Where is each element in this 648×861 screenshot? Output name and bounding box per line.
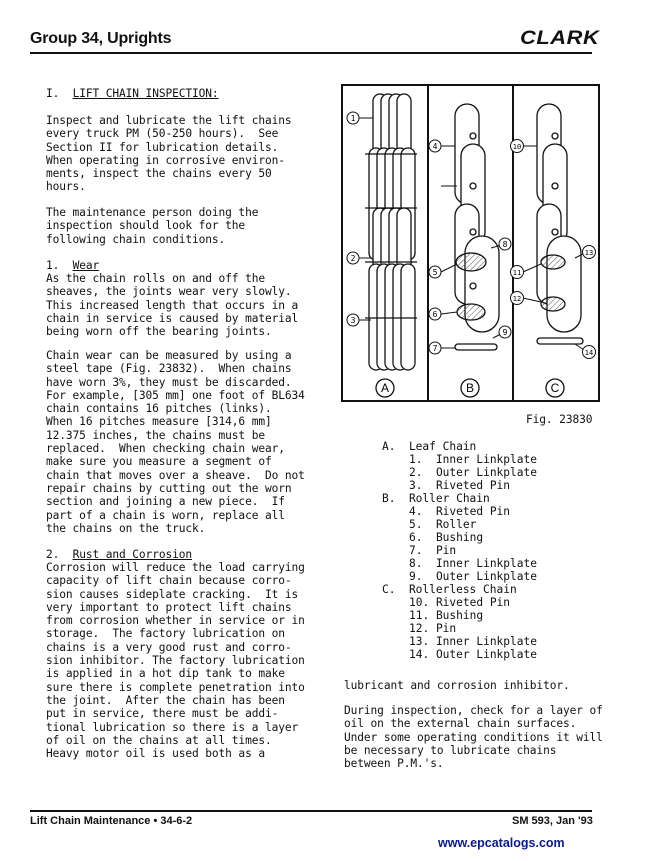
legend-item: 11. Bushing [409,609,484,622]
svg-text:A: A [380,381,390,395]
paragraph-wear [46,272,298,338]
text-line: inspection should look for the [46,219,246,233]
svg-text:8: 8 [502,240,508,249]
text-line: have worn 3%, they must be discarded. [46,375,292,389]
section-heading [46,87,219,100]
text-line: tional lubrication so there is a layer [46,720,299,734]
legend-item: B. Roller Chain [382,492,490,505]
callout-4 [429,140,441,152]
section-title: LIFT CHAIN INSPECTION: [72,87,219,100]
panel-label-c [546,379,564,397]
text-line: being worn off the bearing joints. [46,325,272,339]
legend-item: 13. Inner Linkplate [409,635,537,648]
legend-item: 5. Roller [409,518,477,531]
text-line: As the chain rolls on and off the [46,272,265,285]
callout-6 [429,308,441,320]
paragraph-corrosion [46,561,305,760]
text-line: part of a chain is worn, replace all [46,508,285,522]
legend-item: 12. Pin [409,622,457,635]
text-line: every truck PM (50-250 hours). See [46,127,279,141]
header-rule [30,52,592,54]
callout-13 [583,246,596,259]
text-line: replaced. When checking chain wear, [46,442,285,456]
callout-12 [511,292,524,305]
roller-chain-drawing [455,104,499,350]
text-line: chain contains 16 pitches (links). [46,402,272,416]
text-line: sion inhibitor. The factory lubrication [46,654,305,668]
callout-11 [511,266,524,279]
text-line: make sure you measure a segment of [46,455,272,469]
text-line: Corrosion will reduce the load carrying [46,561,305,574]
svg-text:2: 2 [350,254,356,263]
page-header-title: Group 34, Uprights [30,30,172,47]
text-line: oil on the external chain surfaces. [344,717,577,731]
panel-labels [376,379,564,397]
text-line: The maintenance person doing the [46,206,259,219]
svg-text:9: 9 [502,328,508,337]
figure-legend [382,440,537,661]
text-line: Chain wear can be measured by using a [46,349,292,362]
callout-8 [499,238,511,250]
text-line: be necessary to lubricate chains [344,743,557,757]
legend-item: A. Leaf Chain [382,440,477,453]
callout-7 [429,342,441,354]
svg-text:12: 12 [512,295,522,303]
subheading-rust: 2. Rust and Corrosion [46,548,193,561]
legend-item: 9. Outer Linkplate [409,570,537,583]
text-line: from corrosion whether in service or in [46,614,305,628]
text-line: Heavy motor oil is used both as a [46,747,265,761]
panel-label-b [461,379,479,397]
text-line: very important to protect lift chains [46,600,292,614]
text-line: chain that moves over a sheave. Do not [46,468,305,482]
text-line: When operating in corrosive environ- [46,153,285,167]
leaf-chain-drawing [365,94,417,370]
svg-text:B: B [465,381,475,395]
text-line: the chains on the truck. [46,521,206,535]
callout-1 [347,112,359,124]
rollerless-chain-drawing [537,104,583,344]
text-line: hours. [46,180,86,194]
text-line: put in service, there must be addi- [46,707,279,721]
text-line: For example, [305 mm] one foot of BL634 [46,388,305,402]
website-link[interactable]: www.epcatalogs.com [438,836,565,850]
text-line: Inspect and lubricate the lift chains [46,114,292,127]
text-line: storage. The factory lubrication on [46,627,285,641]
text-line: of oil on the chains at all times. [46,733,272,747]
text-line: During inspection, check for a layer of [344,704,603,717]
legend-item: 4. Riveted Pin [409,505,511,518]
text-line: following chain conditions. [46,232,226,246]
callout-2 [347,252,359,264]
legend-item: 10. Riveted Pin [409,596,511,609]
text-line: the joint. After the chain has been [46,693,285,707]
legend-item: 14. Outer Linkplate [409,648,537,661]
footer-manual-id: SM 593, Jan '93 [512,815,593,827]
svg-text:1: 1 [350,114,356,123]
text-line: chain in service is caused by material [46,311,299,325]
callout-14 [583,346,596,359]
footer-section: Lift Chain Maintenance • 34-6-2 [30,815,193,827]
text-line: steel tape (Fig. 23832). When chains [46,362,292,376]
svg-text:5: 5 [432,268,438,277]
text-line: 12.375 inches, the chains must be [46,428,265,442]
legend-item: 7. Pin [409,544,457,557]
text-line: This increased length that occurs in a [46,298,299,312]
legend-item: 2. Outer Linkplate [409,466,537,479]
text-line: section and joining a new piece. If [46,495,285,509]
svg-text:3: 3 [350,316,356,325]
text-line: is applied in a hot dip tank to make [46,667,285,681]
panel-label-a [376,379,394,397]
svg-text:13: 13 [584,249,594,257]
section-number: I. [46,87,60,100]
legend-item: 1. Inner Linkplate [409,453,537,466]
paragraph-intro [46,114,292,194]
text-line: between P.M.'s. [344,757,444,771]
callout-3 [347,314,359,326]
text-line: chains is a very good rust and corro- [46,640,292,654]
text-line: sure there is complete penetration into [46,680,305,694]
paragraph-lubricant: lubricant and corrosion inhibitor. [344,679,570,692]
callout-9 [499,326,511,338]
paragraph-during-inspection [344,704,603,770]
svg-text:6: 6 [432,310,438,319]
text-line: Under some operating conditions it will [344,730,603,744]
legend-item: 6. Bushing [409,531,484,544]
chain-illustration [343,86,598,400]
paragraph-inspection [46,206,258,246]
brand-logo: CLARK [520,28,600,49]
footer-rule [30,810,592,812]
legend-item: C. Rollerless Chain [382,583,517,596]
text-line: capacity of lift chain because corro- [46,574,292,588]
svg-text:C: C [550,381,560,395]
text-line: sheaves, the joints wear very slowly. [46,285,292,299]
svg-text:11: 11 [512,269,522,277]
svg-text:7: 7 [432,344,438,353]
svg-text:4: 4 [432,142,438,151]
legend-item: 3. Riveted Pin [409,479,511,492]
figure-caption: Fig. 23830 [526,413,593,426]
text-line: Section II for lubrication details. [46,140,279,154]
text-line: repair chains by cutting out the worn [46,481,292,495]
svg-text:10: 10 [512,143,522,151]
text-line: When 16 pitches measure [314,6 mm] [46,415,272,429]
subheading-wear: 1. Wear [46,259,100,272]
legend-item: 8. Inner Linkplate [409,557,537,570]
svg-text:14: 14 [584,349,594,357]
text-line: ments, inspect the chains every 50 [46,167,272,181]
paragraph-chain-wear [46,349,305,535]
chain-figure [341,84,600,402]
text-line: sion causes sideplate cracking. It is [46,587,299,601]
callout-10 [511,140,524,153]
callout-5 [429,266,441,278]
